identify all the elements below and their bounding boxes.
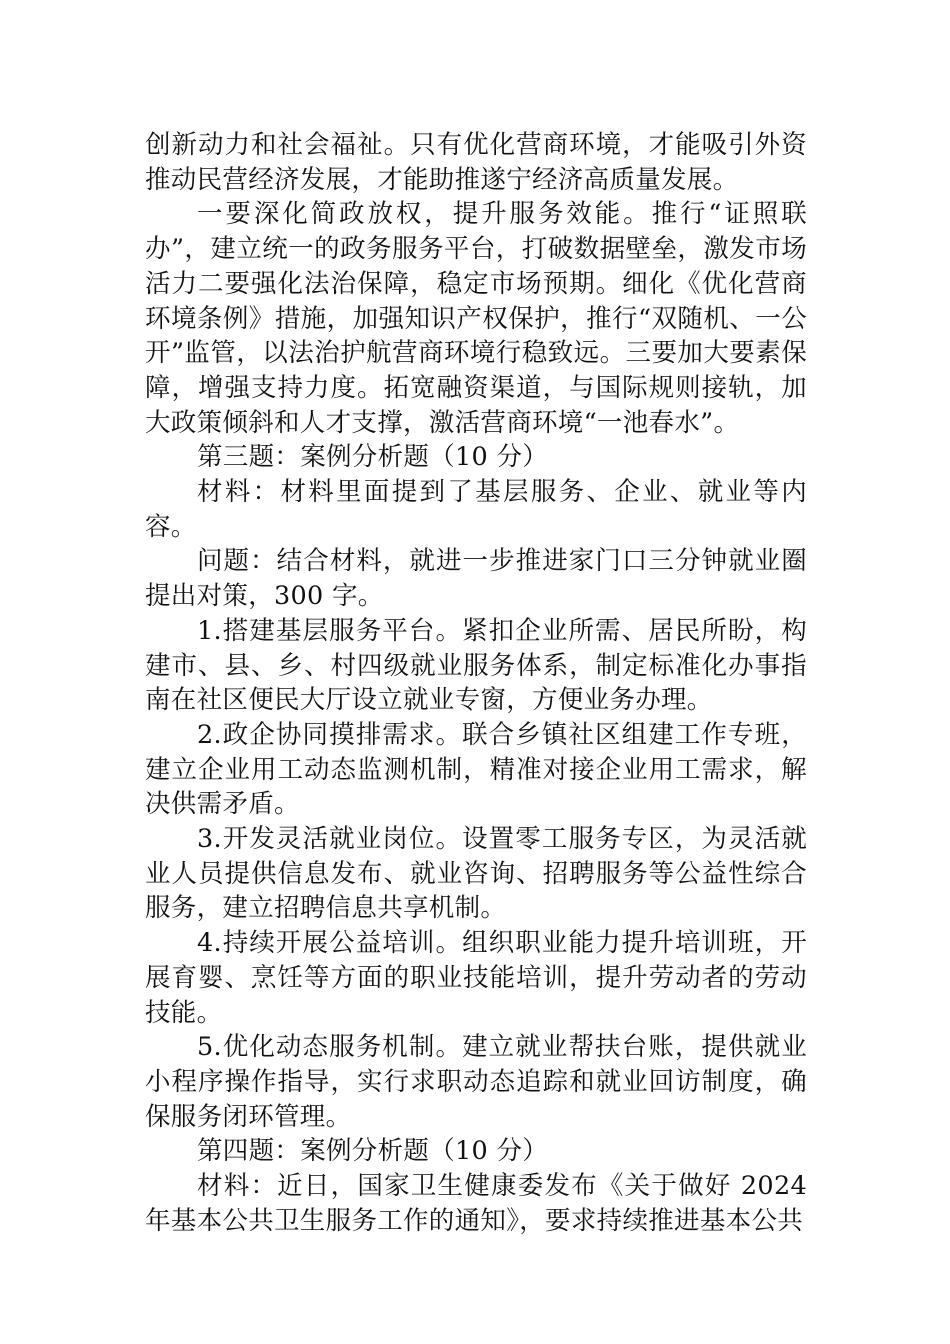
- answer-point-3: 3.开发灵活就业岗位。设置零工服务专区，为灵活就业人员提供信息发布、就业咨询、招聘服务等公益性综合服务，建立招聘信息共享机制。: [145, 824, 807, 924]
- question-4-material: 材料：近日，国家卫生健康委发布《关于做好 2024 年基本公共卫生服务工作的通知》，要求持续推进基本公共: [145, 1171, 807, 1236]
- question-3-prompt: 问题：结合材料，就进一步推进家门口三分钟就业圈提出对策，300 字。: [145, 546, 807, 612]
- question-3-heading: 第三题：案例分析题（10 分）: [197, 442, 549, 473]
- paragraph-business-environment-closing: 创新动力和社会福祉。只有优化营商环境，才能吸引外资推动民营经济发展，才能助推遂宁经济高质量发展。: [145, 130, 807, 195]
- answer-point-2: 2.政企协同摸排需求。联合乡镇社区组建工作专班，建立企业用工动态监测机制，精准对接企业用工需求，解决供需矛盾。: [145, 719, 807, 820]
- paragraph-business-environment-measures: 一要深化简政放权，提升服务效能。推行“证照联办”，建立统一的政务服务平台，打破数据壁垒，激发市场活力二要强化法治保障，稳定市场预期。细化《优化营商环境条例》措施，加强知识产权保护，推行“双随机、一公开”监管，以法治护航营商环境行稳致远。三要加大要素保障，增强支持力度。拓宽融资渠道，与国际规则接轨，加大政策倾斜和人才支撑，激活营商环境“一池春水”。: [145, 199, 807, 438]
- document-body: [145, 128, 807, 1239]
- answer-point-4: 4.持续开展公益培训。组织职业能力提升培训班，开展育婴、烹饪等方面的职业技能培训，提升劳动者的劳动技能。: [145, 928, 807, 1028]
- answer-point-1: 1.搭建基层服务平台。紧扣企业所需、居民所盼，构建市、县、乡、村四级就业服务体系，制定标准化办事指南在社区便民大厅设立就业专窗，方便业务办理。: [145, 615, 807, 716]
- answer-point-5: 5.优化动态服务机制。建立就业帮扶台账，提供就业小程序操作指导，实行求职动态追踪和就业回访制度，确保服务闭环管理。: [145, 1032, 807, 1132]
- question-4-heading: 第四题：案例分析题（10 分）: [197, 1136, 549, 1167]
- question-3-material: 材料：材料里面提到了基层服务、企业、就业等内容。: [145, 477, 807, 542]
